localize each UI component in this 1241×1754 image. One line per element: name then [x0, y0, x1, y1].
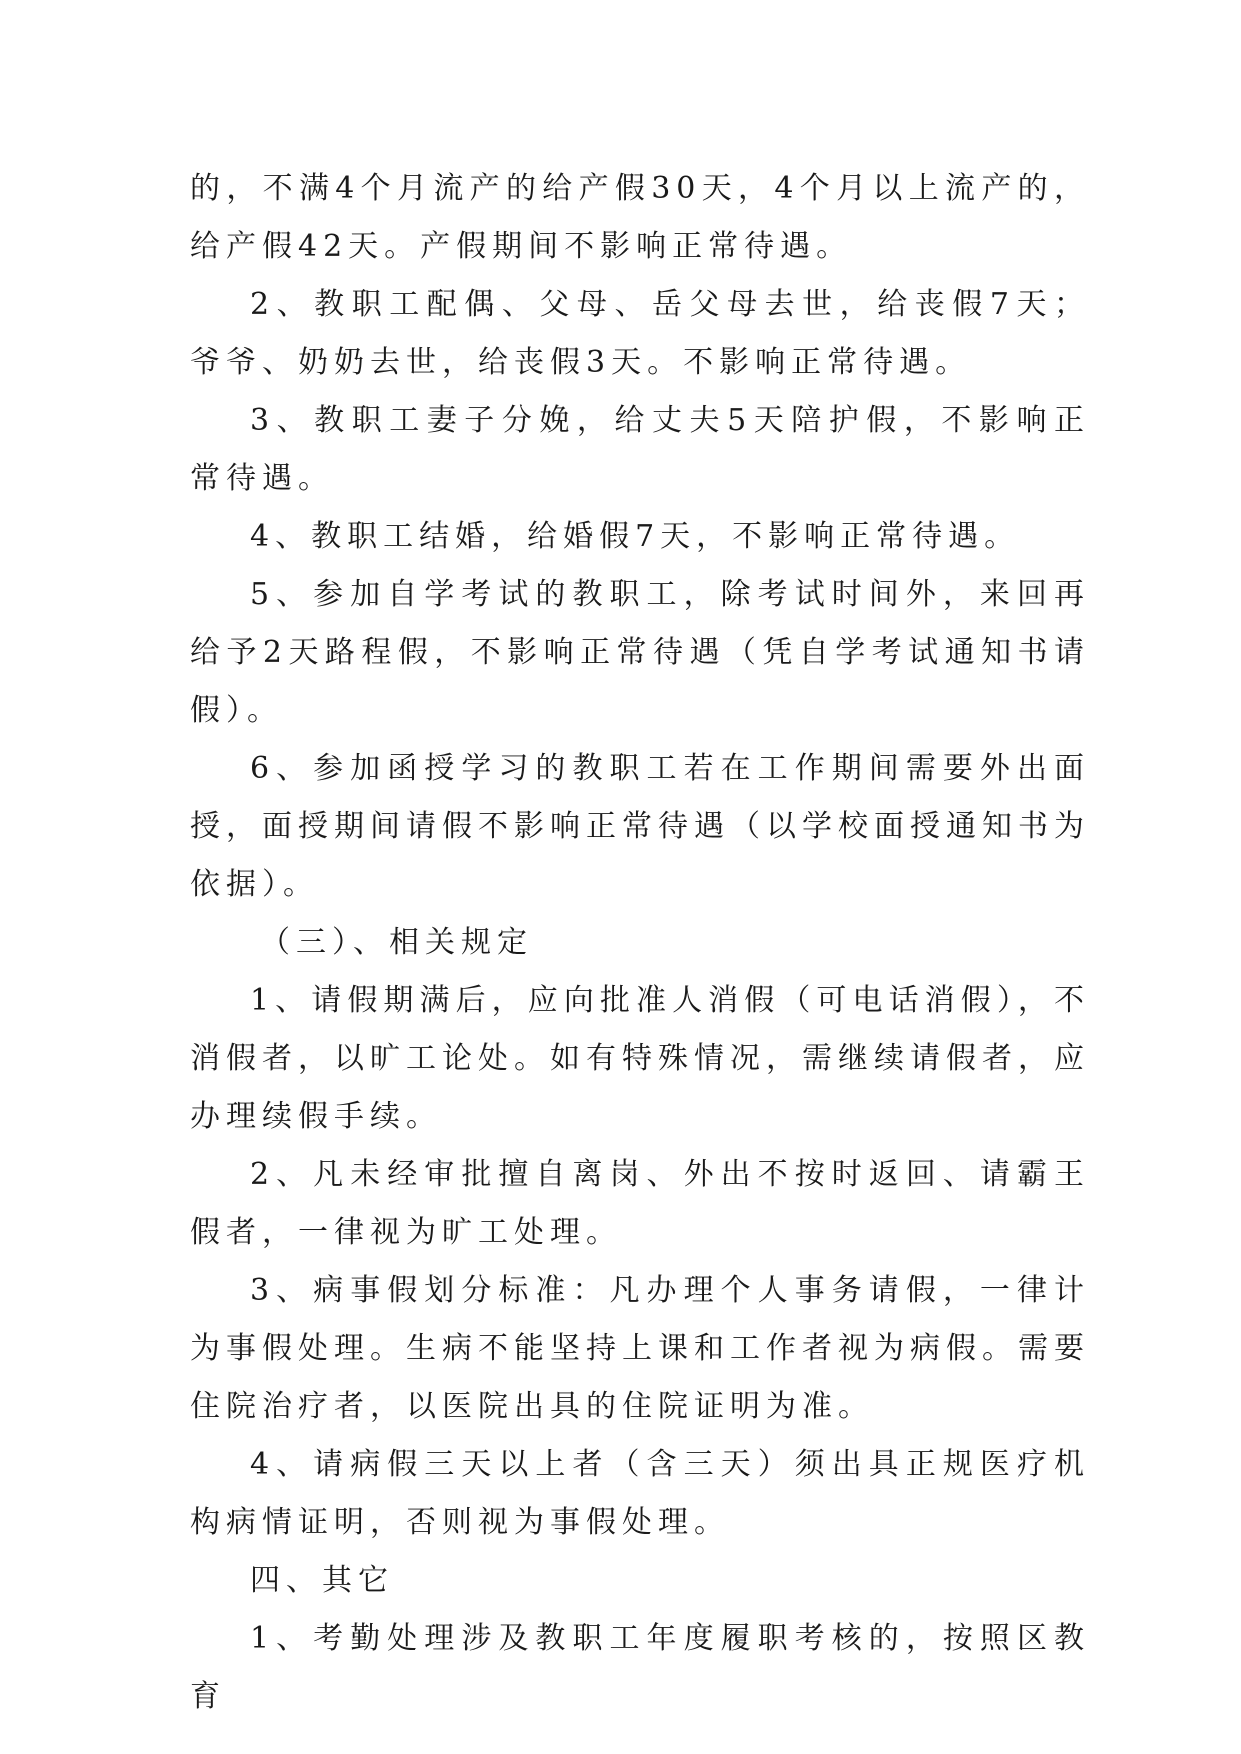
paragraph-maternity-continued: 的，不满4个月流产的给产假30天，4个月以上流产的，给产假42天。产假期间不影响正常待遇。 — [190, 171, 1090, 264]
paragraph-leave-cancellation: 1、请假期满后，应向批准人消假（可电话消假），不消假者，以旷工论处。如有特殊情况，需继续请假者，应办理续假手续。 — [190, 983, 1090, 1134]
paragraph-paternity-leave: 3、教职工妻子分娩，给丈夫5天陪护假，不影响正常待遇。 — [190, 403, 1090, 496]
document-body — [190, 160, 1090, 1726]
paragraph-sick-personal-leave-criteria: 3、病事假划分标准：凡办理个人事务请假，一律计为事假处理。生病不能坚持上课和工作者视为病假。需要住院治疗者，以医院出具的住院证明为准。 — [190, 1273, 1090, 1424]
paragraph-marriage-leave: 4、教职工结婚，给婚假7天，不影响正常待遇。 — [250, 519, 1021, 554]
paragraph-self-study-exam-leave: 5、参加自学考试的教职工，除考试时间外，来回再给予2天路程假，不影响正常待遇（凭自学考试通知书请假）。 — [190, 577, 1090, 728]
paragraph-sick-leave-certificate: 4、请病假三天以上者（含三天）须出具正规医疗机构病情证明，否则视为事假处理。 — [190, 1447, 1090, 1540]
paragraph-unauthorized-absence: 2、凡未经审批擅自离岗、外出不按时返回、请霸王假者，一律视为旷工处理。 — [190, 1157, 1090, 1250]
paragraph-correspondence-study-leave: 6、参加函授学习的教职工若在工作期间需要外出面授，面授期间请假不影响正常待遇（以学校面授通知书为依据）。 — [190, 751, 1090, 902]
section-heading-other: 四、其它 — [250, 1563, 394, 1598]
paragraph-attendance-assessment: 1、考勤处理涉及教职工年度履职考核的，按照区教育 — [190, 1621, 1090, 1714]
section-heading-related-rules: （三）、相关规定 — [260, 925, 533, 960]
paragraph-bereavement-leave: 2、教职工配偶、父母、岳父母去世，给丧假7天；爷爷、奶奶去世，给丧假3天。不影响正常待遇。 — [190, 287, 1090, 380]
